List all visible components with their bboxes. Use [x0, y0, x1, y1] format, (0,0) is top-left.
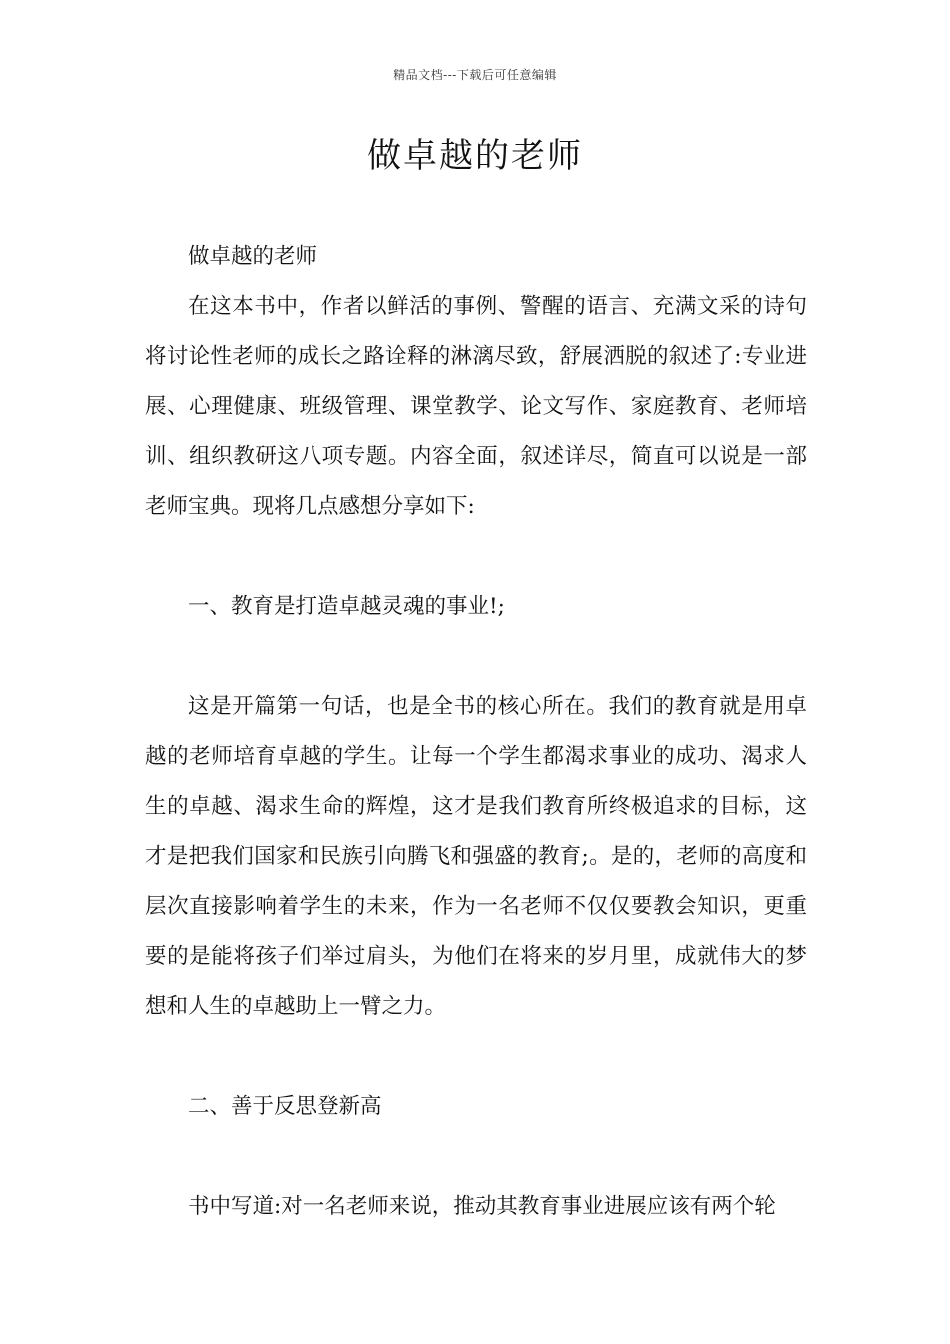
- paragraph-spacer: [145, 532, 807, 582]
- section-heading-1: 一、教育是打造卓越灵魂的事业!;: [188, 594, 505, 619]
- section-heading-2: 二、善于反思登新高: [188, 1094, 382, 1119]
- document-title: 做卓越的老师: [367, 136, 583, 176]
- document-body: [145, 232, 807, 1232]
- paragraph-intro: 在这本书中，作者以鲜活的事例、警醒的语言、充满文采的诗句将讨论性老师的成长之路诠释的淋漓尽致，舒展洒脱的叙述了:专业进展、心理健康、班级管理、课堂教学、论文写作、家庭教育、老师培训、组织教研这八项专题。内容全面，叙述详尽，简直可以说是一部老师宝典。现将几点感想分享如下:: [145, 294, 807, 519]
- paragraph-subtitle: 做卓越的老师: [188, 244, 318, 269]
- paragraph-section-2: 书中写道:对一名老师来说，推动其教育事业进展应该有两个轮: [188, 1194, 776, 1219]
- header-note: 精品文档---下载后可任意编辑: [393, 68, 557, 82]
- paragraph-spacer: [145, 1132, 807, 1182]
- paragraph-section-1: 这是开篇第一句话，也是全书的核心所在。我们的教育就是用卓越的老师培育卓越的学生。让每一个学生都渴求事业的成功、渴求人生的卓越、渴求生命的辉煌，这才是我们教育所终极追求的目标，这才是把我们国家和民族引向腾飞和强盛的教育;。是的，老师的高度和层次直接影响着学生的未来，作为一名老师不仅仅要教会知识，更重要的是能将孩子们举过肩头，为他们在将来的岁月里，成就伟大的梦想和人生的卓越助上一臂之力。: [145, 694, 807, 1019]
- paragraph-spacer: [145, 1032, 807, 1082]
- paragraph-spacer: [145, 632, 807, 682]
